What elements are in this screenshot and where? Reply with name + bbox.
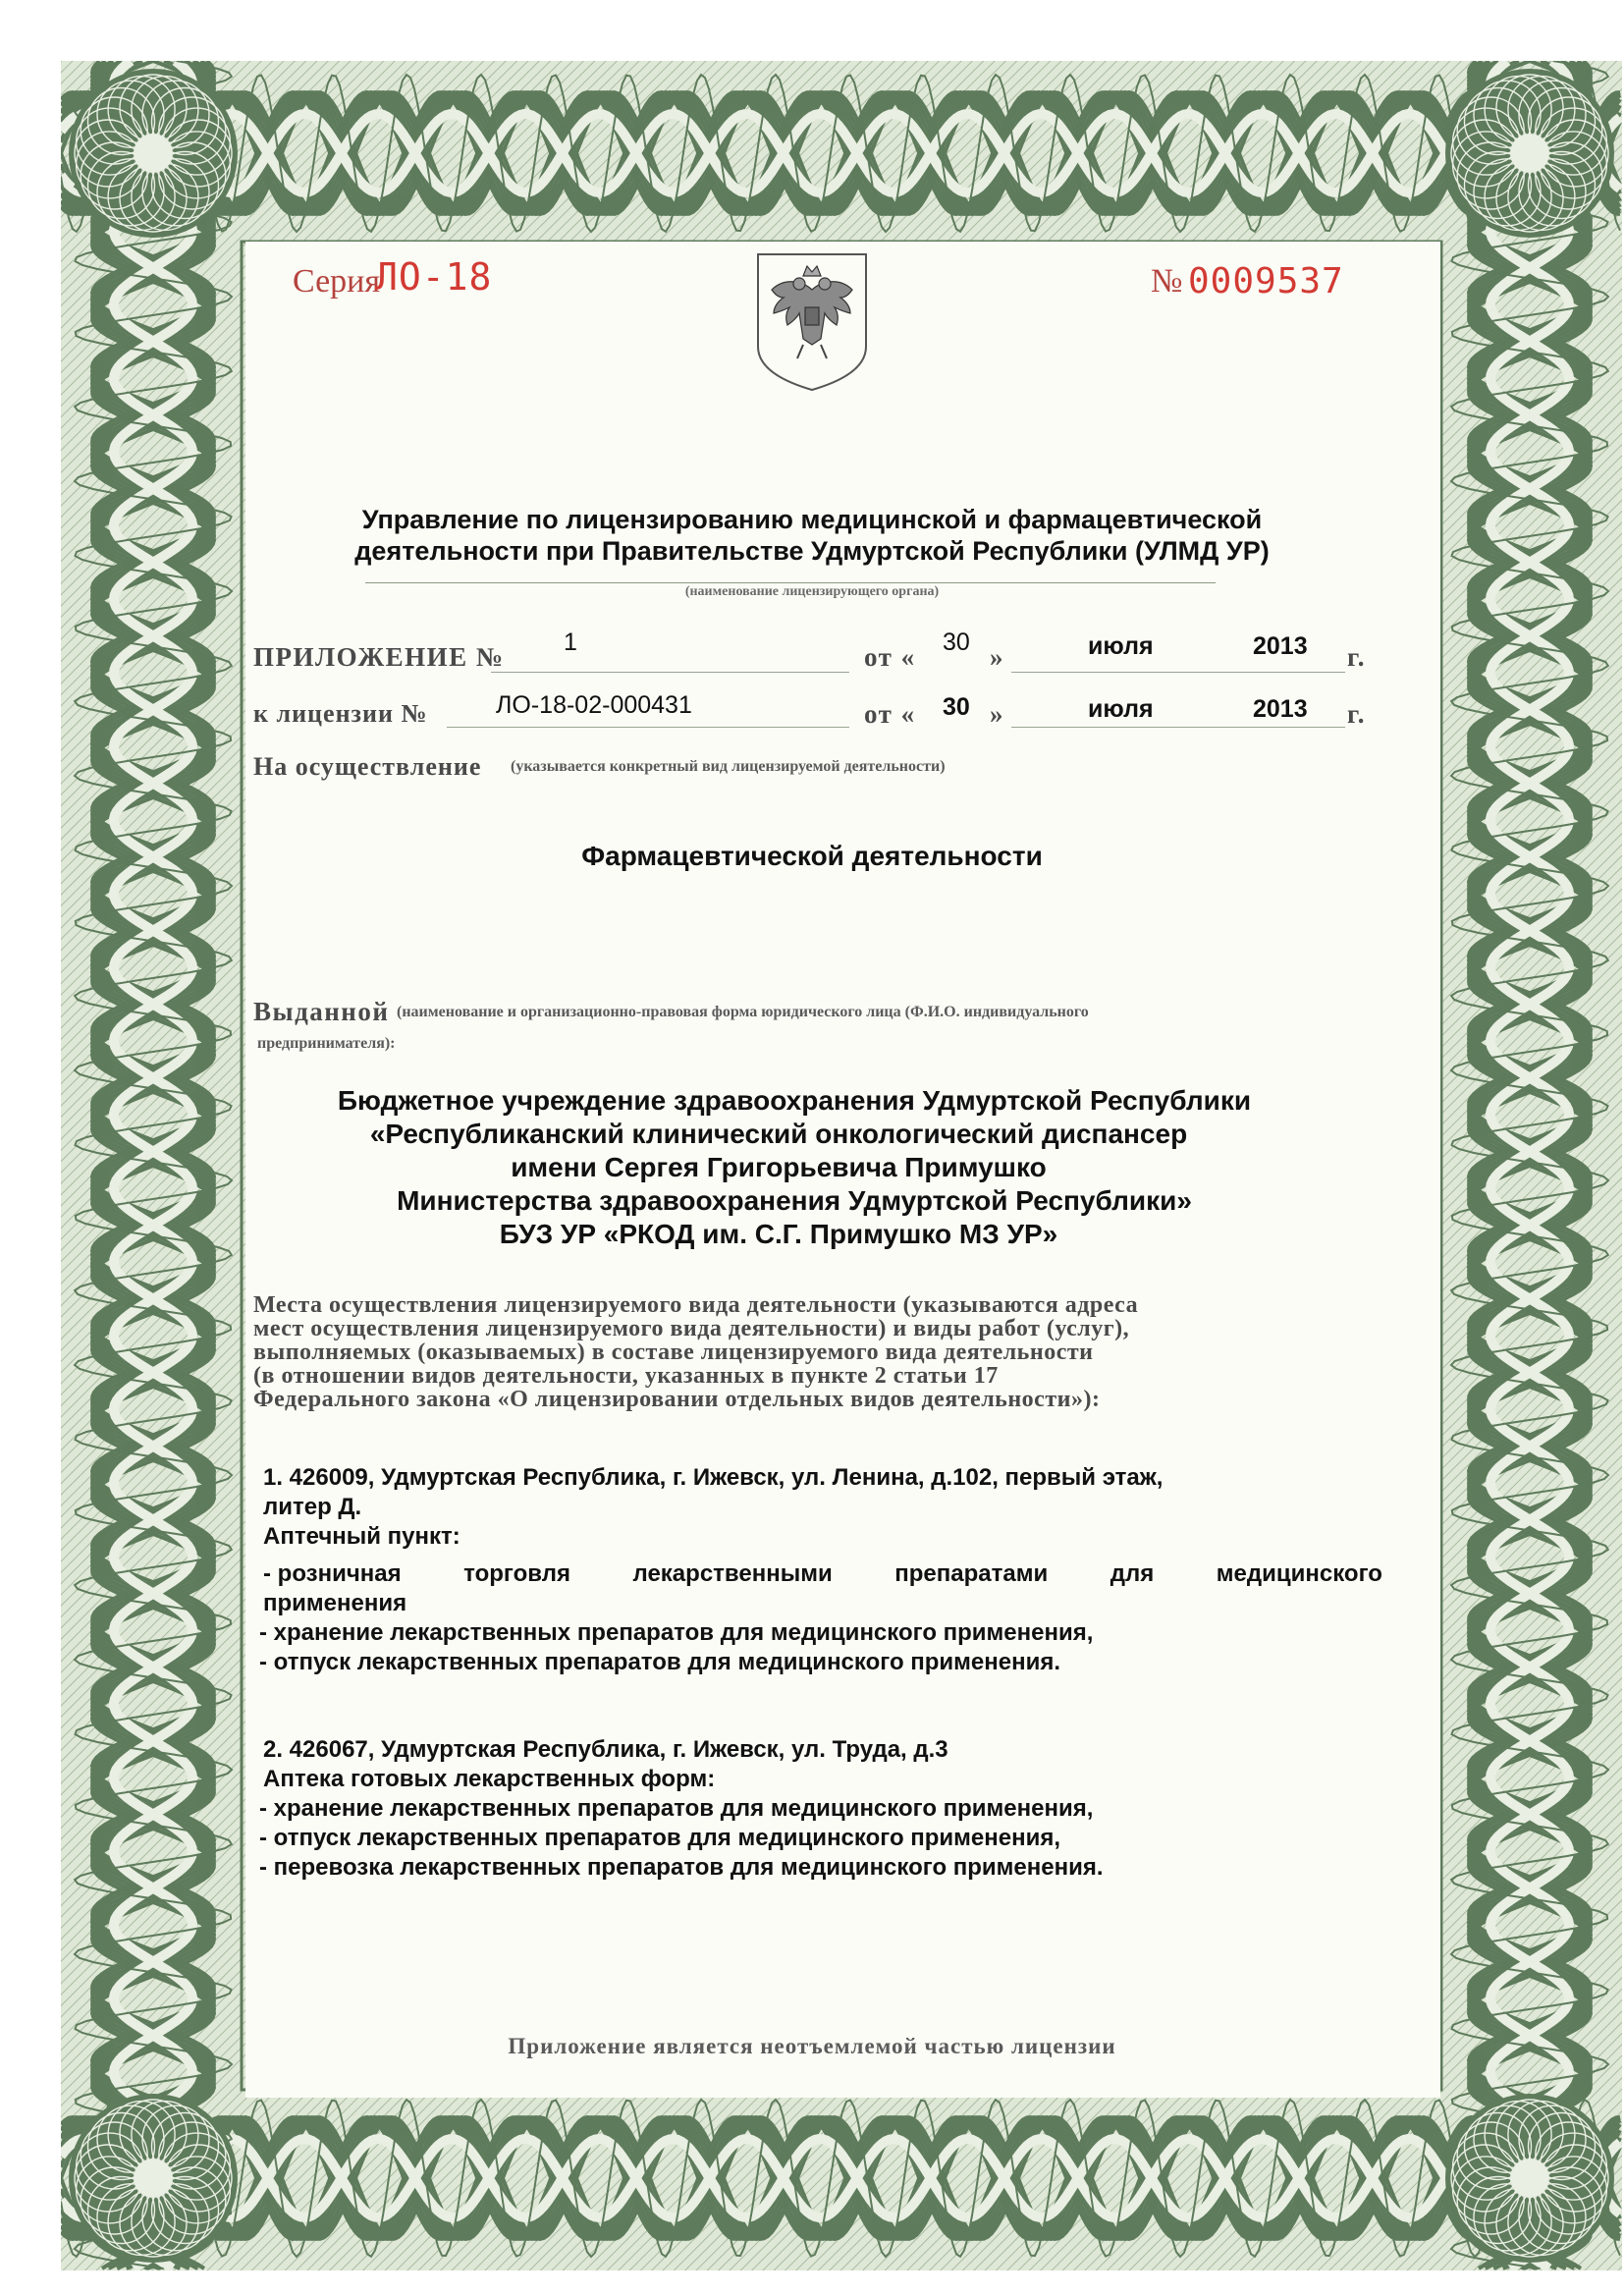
place-1-address-line-2: литер Д. — [263, 1494, 362, 1520]
place-1-address-line-1: 1. 426009, Удмуртская Республика, г. Ижевск, ул. Ленина, д.102, первый этаж, — [263, 1464, 1164, 1491]
place-2-work-3: - перевозка лекарственных препаратов для медицинского применения. — [259, 1854, 1104, 1881]
org-name-line-5: БУЗ УР «РКОД им. С.Г. Примушко МЗ УР» — [499, 1219, 1058, 1249]
org-name-line-4: Министерства здравоохранения Удмуртской Республики» — [397, 1185, 1192, 1216]
place-1-retail-word: лекарственными — [632, 1560, 833, 1587]
license-year: 2013 — [1253, 695, 1308, 723]
series-label: Серия — [293, 263, 381, 300]
place-1-retail-word: торговля — [463, 1560, 570, 1587]
place-1-retail-word: препаратами — [894, 1560, 1049, 1587]
place-2-work-1: - хранение лекарственных препаратов для медицинского применения, — [259, 1795, 1094, 1822]
appendix-number: 1 — [564, 629, 577, 656]
org-name-line-3: имени Сергея Григорьевича Примушко — [511, 1152, 1047, 1182]
place-1-retail-continuation: применения — [263, 1590, 407, 1616]
license-number-underline — [447, 727, 849, 728]
place-1-work-2: - отпуск лекарственных препаратов для медицинского применения. — [259, 1649, 1061, 1675]
license-from-label: от « — [864, 699, 916, 729]
appendix-year-suffix: г. — [1347, 642, 1366, 672]
org-name-line-2: «Республиканский клинический онкологический диспансер — [369, 1119, 1188, 1149]
places-intro-line-4: (в отношении видов деятельности, указанных в пункте 2 статьи 17 — [253, 1363, 999, 1389]
places-intro-line-1: Места осуществления лицензируемого вида деятельности (указываются адреса — [253, 1292, 1139, 1318]
place-item-1 — [259, 1463, 1382, 1677]
place-1-retail-word: - розничная — [263, 1560, 402, 1587]
place-1-retail-line — [263, 1559, 1382, 1589]
places-intro-line-5: Федерального закона «О лицензировании отдельных видов деятельности»): — [253, 1387, 1101, 1412]
authority-underline — [365, 582, 1216, 583]
activity-label: На осуществление — [253, 752, 482, 781]
series-value: ЛО-18 — [375, 255, 493, 299]
place-2-work-2: - отпуск лекарственных препаратов для медицинского применения, — [259, 1825, 1061, 1851]
appendix-close-quote: » — [990, 642, 1004, 672]
place-1-work-1: - хранение лекарственных препаратов для медицинского применения, — [259, 1619, 1094, 1646]
license-day: 30 — [943, 693, 970, 721]
corner-rosette — [1445, 69, 1614, 238]
appendix-from-label: от « — [864, 642, 916, 672]
appendix-month: июля — [1088, 632, 1154, 660]
activity-note: (указывается конкретный вид лицензируемой деятельности) — [511, 758, 946, 775]
license-close-quote: » — [990, 699, 1004, 729]
corner-rosette — [69, 2094, 238, 2263]
license-date-underline — [1011, 727, 1345, 728]
authority-line-2: деятельности при Правительстве Удмуртской Республики (УЛМД УР) — [354, 536, 1270, 566]
places-intro-line-2: мест осуществления лицензируемого вида деятельности) и виды работ (услуг), — [253, 1316, 1130, 1341]
number-value: 0009537 — [1188, 261, 1344, 301]
org-name-line-1: Бюджетное учреждение здравоохранения Удмуртской Республики — [337, 1085, 1252, 1116]
appendix-day: 30 — [943, 629, 970, 656]
place-2-type: Аптека готовых лекарственных форм: — [263, 1766, 716, 1792]
footer-note: Приложение является неотъемлемой частью лицензии — [508, 2034, 1116, 2058]
issued-note-line-1: (наименование и организационно-правовая форма юридического лица (Ф.И.О. индивидуального — [397, 1004, 1089, 1020]
issued-label: Выданной — [253, 997, 390, 1026]
place-item-2 — [259, 1735, 1382, 1883]
place-1-retail-word: для — [1110, 1560, 1155, 1587]
places-intro — [253, 1293, 1382, 1411]
appendix-year: 2013 — [1253, 632, 1308, 660]
authority-caption: (наименование лицензирующего органа) — [684, 584, 940, 599]
corner-rosette — [1445, 2094, 1614, 2263]
issued-note-line-2: предпринимателя): — [257, 1035, 396, 1052]
license-label: к лицензии № — [253, 699, 428, 728]
authority-line-1: Управление по лицензированию медицинской и фармацевтической — [361, 505, 1263, 534]
corner-rosette — [69, 69, 238, 238]
license-year-suffix: г. — [1347, 699, 1366, 729]
places-intro-line-3: выполняемых (оказываемых) в составе лицензируемого вида деятельности — [253, 1339, 1094, 1365]
place-1-type: Аптечный пункт: — [263, 1523, 460, 1550]
license-number: ЛО-18-02-000431 — [496, 691, 692, 719]
place-2-address-line-1: 2. 426067, Удмуртская Республика, г. Ижевск, ул. Труда, д.3 — [263, 1736, 948, 1763]
license-month: июля — [1088, 695, 1154, 723]
coat-of-arms-icon — [754, 250, 870, 394]
number-label: № — [1151, 263, 1183, 300]
activity-value: Фармацевтической деятельности — [581, 841, 1043, 871]
appendix-label: ПРИЛОЖЕНИЕ № — [253, 642, 505, 672]
appendix-number-underline — [491, 672, 849, 673]
place-1-retail-word: медицинского — [1216, 1560, 1382, 1587]
appendix-date-underline — [1011, 672, 1345, 673]
